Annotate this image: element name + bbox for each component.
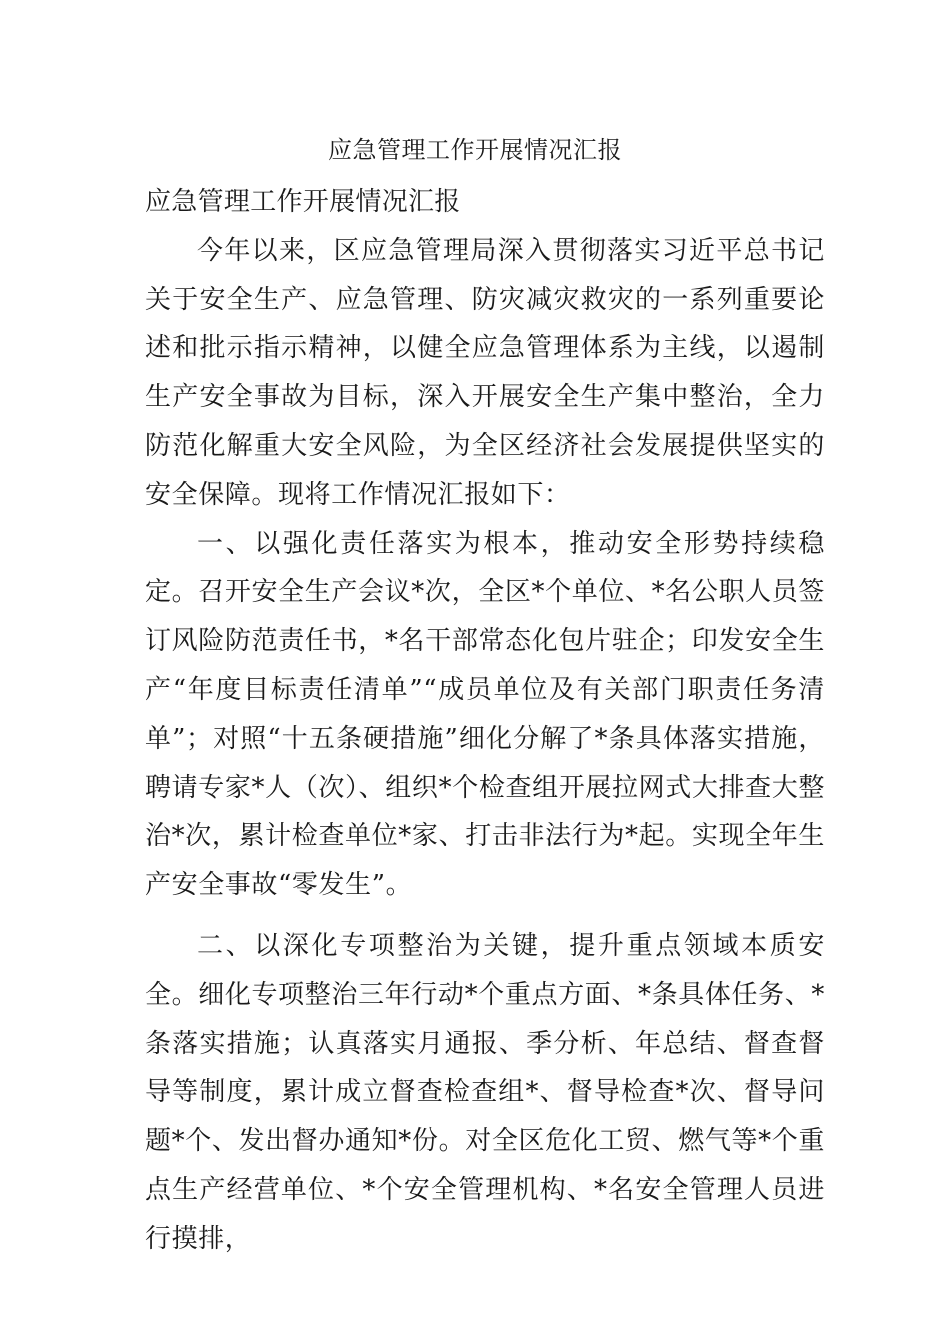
document-title: 应急管理工作开展情况汇报 xyxy=(328,136,622,164)
paragraph-section-1: 一、以强化责任落实为根本，推动安全形势持续稳定。召开安全生产会议*次，全区*个单位、*名公职人员签订风险防范责任书，*名干部常态化包片驻企；印发安全生产“年度目标责任清单”“成员单位及有关部门职责任务清单”；对照“十五条硬措施”细化分解了*条具体落实措施，聘请专家*人（次）、组织*个检查组开展拉网式大排查大整治*次，累计检查单位*家、打击非法行为*起。实现全年生产安全事故“零发生”。 xyxy=(145,528,825,901)
paragraph-intro: 今年以来，区应急管理局深入贯彻落实习近平总书记关于安全生产、应急管理、防灾减灾救灾的一系列重要论述和批示指示精神，以健全应急管理体系为主线，以遏制生产安全事故为目标，深入开展安全生产集中整治，全力防范化解重大安全风险，为全区经济社会发展提供坚实的安全保障。现将工作情况汇报如下： xyxy=(145,235,825,510)
document-body xyxy=(145,178,825,1264)
document-subtitle: 应急管理工作开展情况汇报 xyxy=(145,187,461,217)
paragraph-section-2: 二、以深化专项整治为关键，提升重点领域本质安全。细化专项整治三年行动*个重点方面、*条具体任务、*条落实措施；认真落实月通报、季分析、年总结、督查督导等制度，累计成立督查检查组*、督导检查*次、督导问题*个、发出督办通知*份。对全区危化工贸、燃气等*个重点生产经营单位、*个安全管理机构、*名安全管理人员进行摸排， xyxy=(145,930,825,1254)
paragraph-gap xyxy=(145,910,825,922)
